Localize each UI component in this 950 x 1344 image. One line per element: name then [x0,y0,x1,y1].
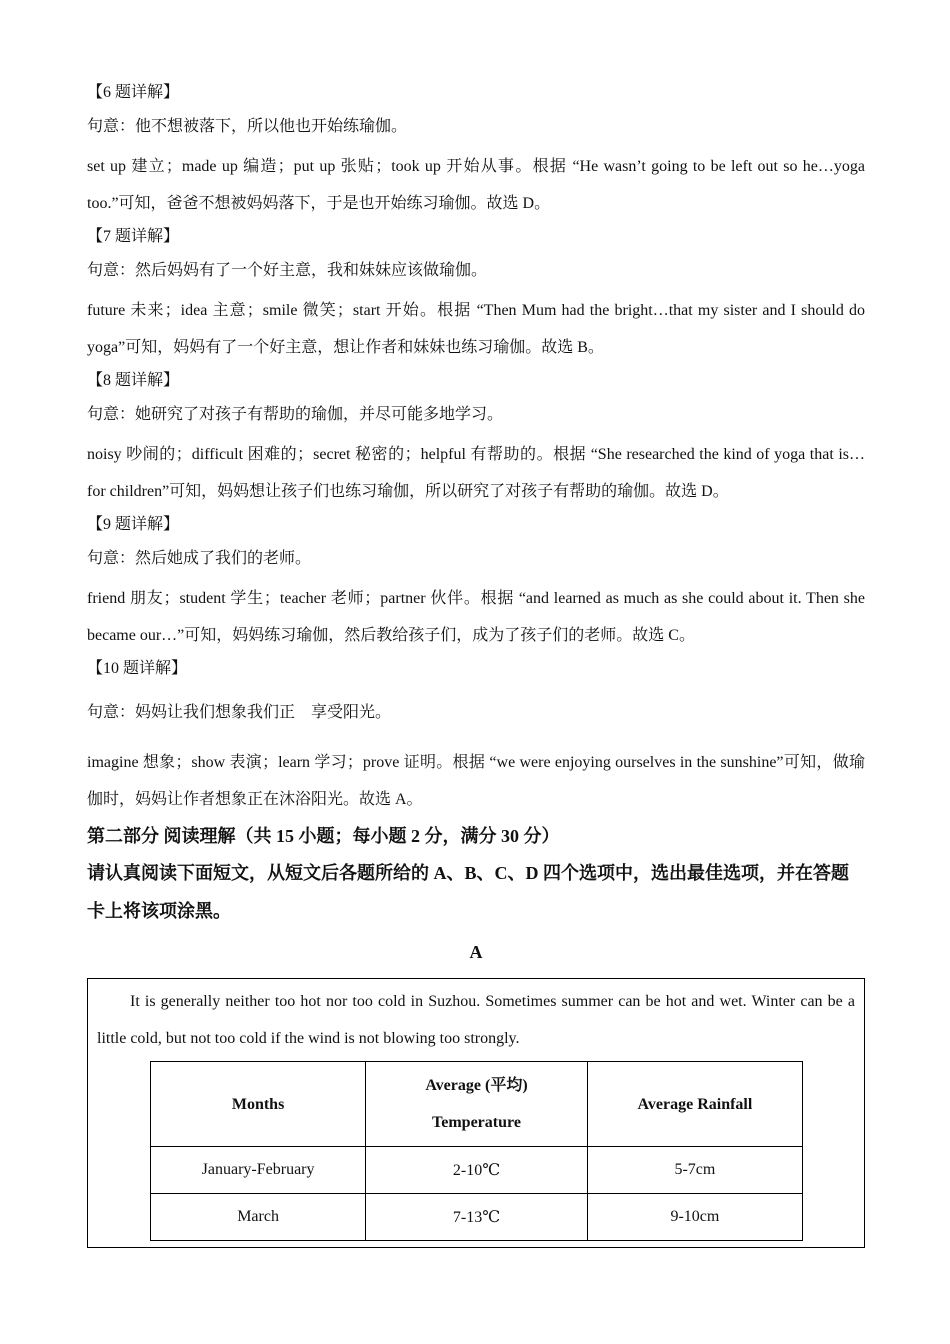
q8-meaning: 句意：她研究了对孩子有帮助的瑜伽，并尽可能多地学习。 [87,406,504,423]
q6-heading: 【6 题详解】 [87,84,180,101]
q7-explanation: future 未来；idea 主意；smile 微笑；start 开始。根据 “Then Mum had the bright…that my sister and I should do yoga”可知，妈妈有了一个好主意，想让作者和妹妹也练习瑜伽。故选 B。 [87,302,865,356]
cell-months: March [151,1194,366,1241]
cell-months: January-February [151,1147,366,1194]
passage-label: A [469,942,483,962]
q7-heading: 【7 题详解】 [87,228,180,245]
q8-explanation: noisy 吵闹的；difficult 困难的；secret 秘密的；helpful 有帮助的。根据 “She researched the kind of yoga that is…for children”可知，妈妈想让孩子们也练习瑜伽，所以研究了对孩子有帮助的瑜伽。故选 D。 [87,446,865,500]
part2-title: 第二部分 阅读理解（共 15 小题；每小题 2 分，满分 30 分） [87,826,560,846]
q6-explanation: set up 建立；made up 编造；put up 张贴；took up 开始从事。根据 “He wasn’t going to be left out so he…yoga too.”可知，爸爸不想被妈妈落下，于是也开始练习瑜伽。故选 D。 [87,158,865,212]
passage-a-box [87,978,865,1248]
cell-rainfall: 5-7cm [587,1147,802,1194]
cell-rainfall: 9-10cm [587,1194,802,1241]
table-row [151,1147,803,1194]
q9-heading: 【9 题详解】 [87,516,180,533]
table-row [151,1194,803,1241]
header-temperature [366,1062,588,1147]
q9-meaning: 句意：然后她成了我们的老师。 [87,550,312,567]
q10-explanation: imagine 想象；show 表演；learn 学习；prove 证明。根据 “we were enjoying ourselves in the sunshine”可知，做瑜伽时，妈妈让作者想象正在沐浴阳光。故选 A。 [87,754,865,808]
table-header-row [151,1062,803,1147]
q10-heading: 【10 题详解】 [87,660,188,677]
passage-a-intro: It is generally neither too hot nor too cold in Suzhou. Sometimes summer can be hot and wet. Winter can be a little cold, but not too cold if the wind is not blowing too strongly. [97,993,855,1047]
header-rainfall: Average Rainfall [587,1062,802,1147]
header-temperature-line2: Temperature [432,1114,521,1131]
q7-meaning: 句意：然后妈妈有了一个好主意，我和妹妹应该做瑜伽。 [87,262,488,279]
q6-meaning: 句意：他不想被落下，所以他也开始练瑜伽。 [87,118,408,135]
part2-instruction: 请认真阅读下面短文，从短文后各题所给的 A、B、C、D 四个选项中，选出最佳选项，并在答题卡上将该项涂黑。 [87,863,849,921]
weather-table [150,1061,803,1241]
q8-heading: 【8 题详解】 [87,372,180,389]
q10-meaning: 句意：妈妈让我们想象我们正 享受阳光。 [87,704,392,721]
cell-temperature: 7-13℃ [366,1194,588,1241]
q9-explanation: friend 朋友；student 学生；teacher 老师；partner 伙伴。根据 “and learned as much as she could about it. Then she became our…”可知，妈妈练习瑜伽，然后教给孩子们，成为了孩子们的老师。故选 C。 [87,590,865,644]
header-months: Months [151,1062,366,1147]
document-page [87,78,865,1248]
header-temperature-line1: Average (平均) [425,1077,528,1094]
cell-temperature: 2-10℃ [366,1147,588,1194]
